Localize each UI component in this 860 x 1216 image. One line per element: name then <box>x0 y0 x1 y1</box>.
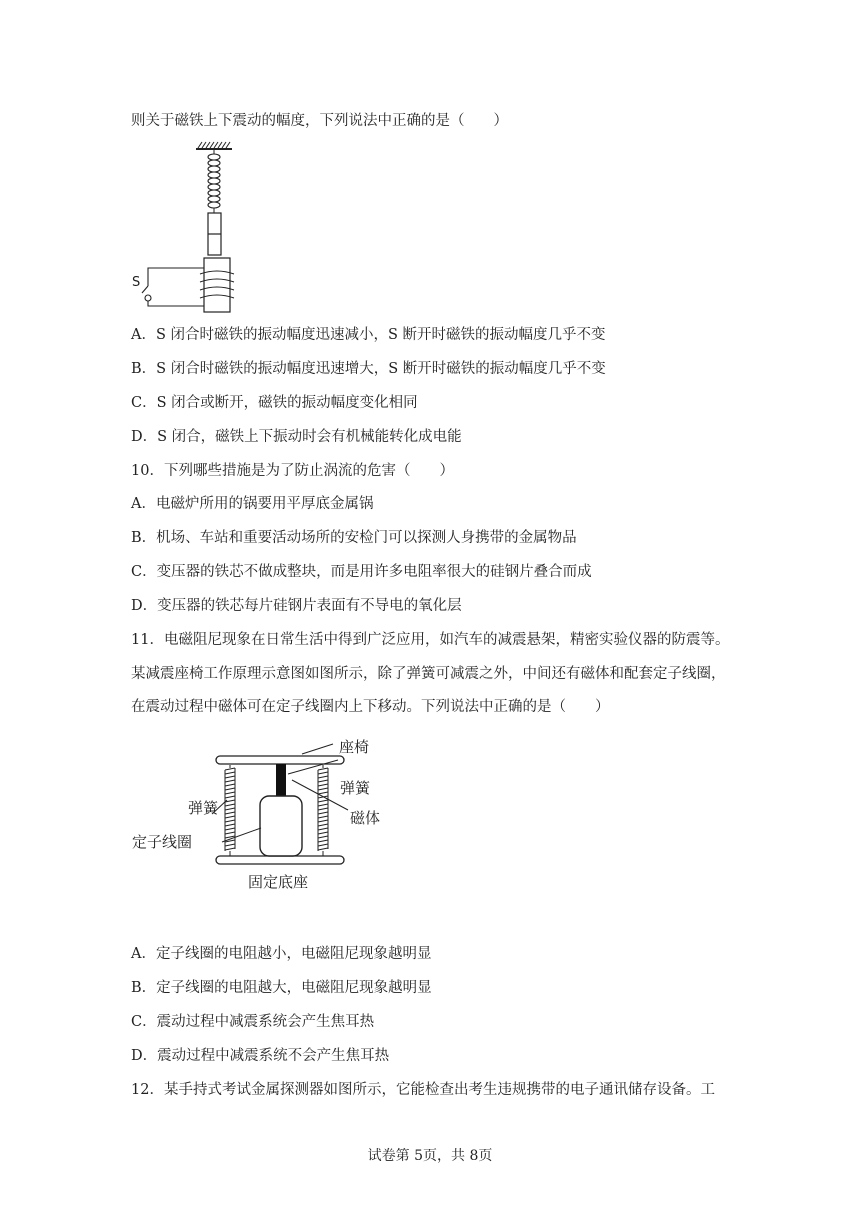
label-base: 固定底座 <box>248 873 309 891</box>
q10-stem: 10．下列哪些措施是为了防止涡流的危害（ ） <box>131 463 454 479</box>
q10-option-a: A．电磁炉所用的锅要用平厚底金属锅 <box>131 496 374 512</box>
q11-stem-line-2: 某减震座椅工作原理示意图如图所示，除了弹簧可减震之外，中间还有磁体和配套定子线圈， <box>131 666 726 682</box>
q10-option-b: B．机场、车站和重要活动场所的安检门可以探测人身携带的金属物品 <box>131 530 577 546</box>
q9-option-d: D．S 闭合，磁铁上下振动时会有机械能转化成电能 <box>131 429 462 445</box>
q11-stem-line-3: 在震动过程中磁体可在定子线圈内上下移动。下列说法中正确的是（ ） <box>131 699 610 715</box>
q11-option-d: D．震动过程中减震系统不会产生焦耳热 <box>131 1048 390 1064</box>
q11-stem-line-1: 11．电磁阻尼现象在日常生活中得到广泛应用，如汽车的减震悬架，精密实验仪器的防震等。 <box>131 632 730 648</box>
q9-option-a: A．S 闭合时磁铁的振动幅度迅速减小，S 断开时磁铁的振动幅度几乎不变 <box>131 327 606 343</box>
q10-option-c: C．变压器的铁芯不做成整块，而是用许多电阻率很大的硅钢片叠合而成 <box>131 564 592 580</box>
page-footer: 试卷第 5页，共 8页 <box>367 1148 493 1164</box>
q9-option-b: B．S 闭合时磁铁的振动幅度迅速增大，S 断开时磁铁的振动幅度几乎不变 <box>131 361 606 377</box>
q11-option-b: B．定子线圈的电阻越大，电磁阻尼现象越明显 <box>131 980 432 996</box>
q11-figure <box>130 730 420 900</box>
q12-stem: 12．某手持式考试金属探测器如图所示，它能检查出考生违规携带的电子通讯储存设备。工 <box>131 1082 715 1098</box>
q9-stem: 则关于磁铁上下震动的幅度，下列说法中正确的是（ ） <box>131 113 508 129</box>
label-coil: 定子线圈 <box>132 833 193 851</box>
q11-option-c: C．震动过程中减震系统会产生焦耳热 <box>131 1014 375 1030</box>
label-spring-right: 弹簧 <box>340 779 371 797</box>
q10-option-d: D．变压器的铁芯每片硅钢片表面有不导电的氧化层 <box>131 598 462 614</box>
switch-label: S <box>132 275 141 290</box>
label-spring-left: 弹簧 <box>188 799 219 817</box>
label-magnet: 磁体 <box>350 809 381 827</box>
q9-option-c: C．S 闭合或断开，磁铁的振动幅度变化相同 <box>131 395 418 411</box>
q9-figure <box>128 140 248 315</box>
label-seat: 座椅 <box>339 738 370 756</box>
q11-option-a: A．定子线圈的电阻越小，电磁阻尼现象越明显 <box>131 946 432 962</box>
